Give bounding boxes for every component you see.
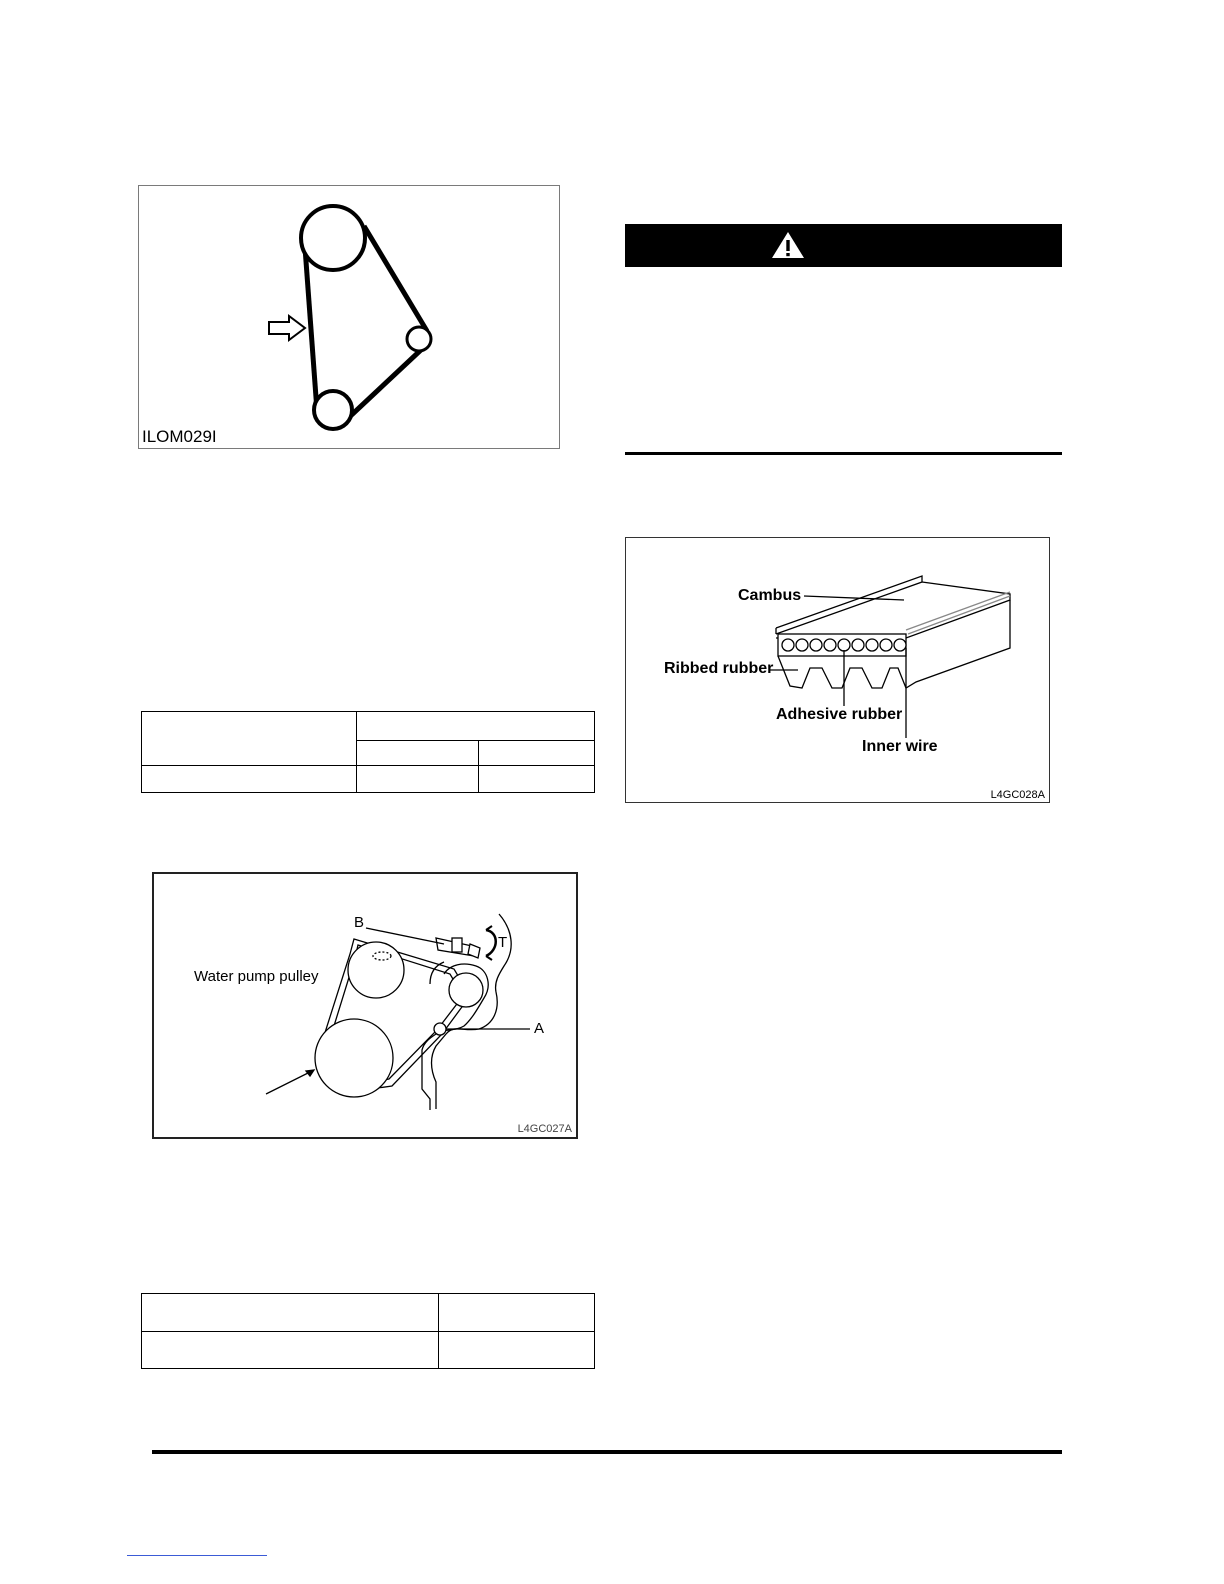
top-pulley — [301, 206, 365, 270]
warning-banner — [625, 224, 1062, 267]
spec-table-1-header-right — [357, 712, 595, 741]
spec-table-2-row-label — [142, 1332, 439, 1369]
spec-table-2-row-value — [439, 1332, 595, 1369]
spec-table-1-row-label — [142, 766, 357, 793]
belt-side-layer — [776, 582, 1010, 638]
inner-wire-cords — [782, 639, 906, 651]
spec-table-1-subheader-b — [479, 741, 595, 766]
label-ribbed-rubber: Ribbed rubber — [664, 660, 774, 677]
bottom-pulley — [314, 391, 352, 429]
footer-rule — [152, 1450, 1062, 1454]
figure-code: ILOM029I — [142, 427, 217, 446]
belt-bottom-right — [344, 348, 423, 422]
figure-code: L4GC028A — [990, 789, 1045, 801]
spec-table-1-row-value-b — [479, 766, 595, 793]
figure-l4gc027a — [152, 872, 578, 1139]
figure-ilom029i — [138, 185, 560, 449]
crank-pulley — [315, 1019, 393, 1097]
spec-table-1-row-value-a — [357, 766, 479, 793]
label-inner-wire: Inner wire — [862, 738, 938, 755]
three-pulley-belt-diagram — [139, 186, 559, 448]
label-a: A — [534, 1020, 545, 1037]
link-underline[interactable] — [127, 1555, 267, 1556]
label-t: T — [498, 934, 508, 951]
small-pulley — [449, 973, 483, 1007]
arrow-icon — [269, 316, 305, 340]
spec-table-1-subheader-a — [357, 741, 479, 766]
leader-cambus — [804, 596, 904, 600]
pivot-a — [434, 1023, 446, 1035]
spec-table-1 — [141, 711, 595, 793]
label-water-pump-pulley: Water pump pulley — [194, 968, 319, 985]
figure-l4gc028a — [625, 537, 1050, 803]
warning-section-rule — [625, 452, 1062, 455]
rotation-arrow-icon — [486, 930, 496, 956]
leader-crank — [266, 1070, 314, 1094]
label-adhesive-rubber: Adhesive rubber — [776, 706, 903, 723]
spec-table-2-header-left — [142, 1294, 439, 1332]
label-cambus: Cambus — [738, 587, 802, 604]
belt-top-right — [364, 226, 427, 331]
water-pump-pulley — [348, 942, 404, 998]
spec-table-2 — [141, 1293, 595, 1369]
belt-tension-diagram — [154, 874, 576, 1137]
belt-top-surface — [776, 576, 922, 634]
warning-triangle-icon — [771, 231, 805, 259]
figure-code: L4GC027A — [517, 1123, 572, 1135]
label-b: B — [354, 914, 365, 931]
spec-table-1-header-left — [142, 712, 357, 766]
spec-table-2-header-right — [439, 1294, 595, 1332]
idler-pulley — [407, 327, 431, 351]
